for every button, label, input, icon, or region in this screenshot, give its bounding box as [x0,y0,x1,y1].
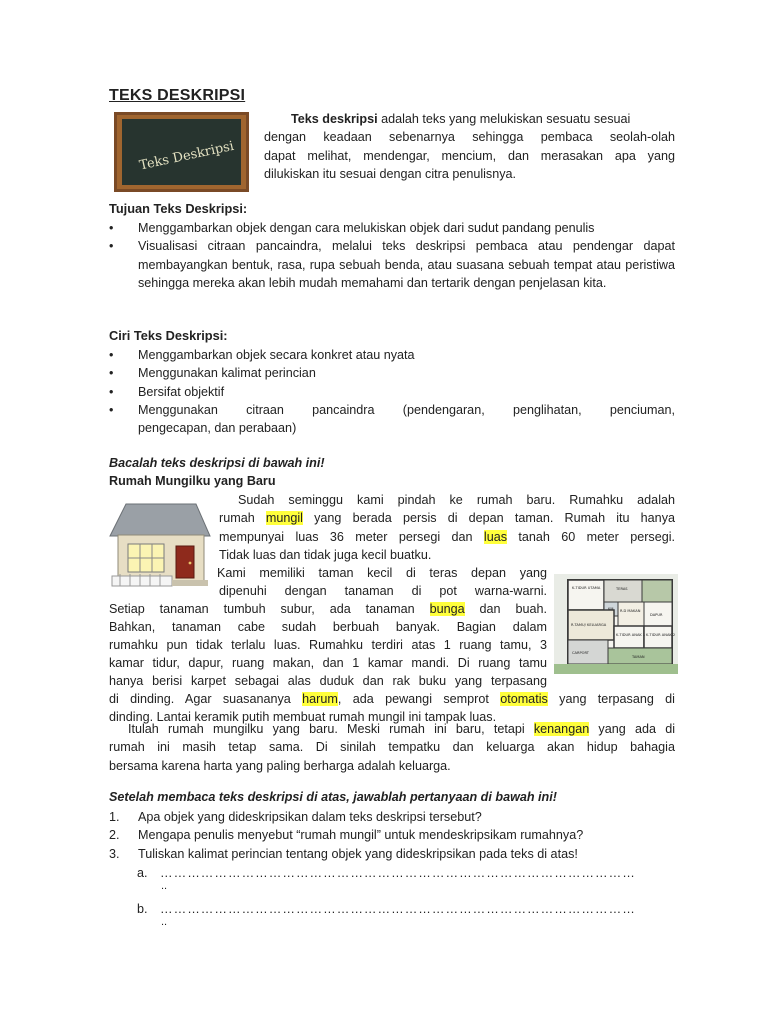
chalkboard-image [114,112,249,192]
story-p2-line-9: dinding. Lantai keramik putih membuat rumah mungil ini tampak luas. [109,710,497,724]
answer-line-a-tail: .. [161,880,168,892]
tujuan-list [109,219,675,292]
floorplan-label: TERAS [616,587,628,591]
ciri-heading: Ciri Teks Deskripsi: [109,328,228,343]
floorplan-label: TAMAN [632,655,645,659]
story-paragraph-3: Itulah rumah mungilku yang baru. Meski rumah ini baru, tetapi kenangan yang ada di rumah ini masih tetap sama. Di sinilah tempatku dan keluarga akan hidup bahagia bersama karena harta yang paling berharga adalah keluarga. [109,722,676,773]
question-item: 1. Apa objek yang dideskripsikan dalam teks deskripsi tersebut? [109,810,482,824]
list-item: • Menggambarkan objek dengan cara melukiskan objek dari sudut pandang penulis [109,219,675,237]
answer-line-b[interactable]: b. …………………………………………………………………………………………… [137,902,636,916]
question-item: 3. Tuliskan kalimat perincian tentang objek yang dideskripsikan pada teks di atas! [109,846,578,861]
questions-list [109,808,675,863]
floorplan-label: DAPUR [650,613,663,617]
story-paragraph-1: Sudah seminggu kami pindah ke rumah baru. Rumahku adalah rumah mungil yang berada persis di depan taman. Rumah itu hanya mempunyai luas 36 meter persegi dan luas tanah 60 meter persegi. Tidak luas dan tidak juga kecil buatku. [219,493,675,562]
list-item: • Bersifat objektif [109,383,675,401]
story-p2-line-8: di dinding. Agar suasananya harum, ada pewangi semprot otomatis yang terpasang di [109,692,675,706]
house-illustration [108,500,212,588]
story-p2-line-6: kamar tidur, dapur, ruang makan, dan 1 kamar mandi. Di ruang tamu [109,656,547,670]
highlight-harum: harum [302,692,338,706]
highlight-kenangan: kenangan [533,722,590,736]
bullet-icon: • [109,221,114,235]
highlight-mungil: mungil [265,511,303,526]
floorplan-label: KM [608,607,614,611]
intro-term: Teks deskripsi [291,112,378,126]
answer-line-b-tail: .. [161,916,168,928]
chalkboard-text: Teks Deskripsi [138,138,236,174]
ciri-item-4-line-1: Menggunakan citraan pancaindra (pendengaran, penglihatan, penciuman, [138,402,675,417]
bullet-icon: • [109,348,114,362]
highlight-otomatis: otomatis [500,692,548,706]
story-p2-line-1: Kami memiliki taman kecil di teras depan yang [217,566,547,580]
intro-line-1: Teks deskripsi adalah teks yang melukiskan sesuatu sesuai [291,112,631,126]
story-p2-line-7: hanya berisi karpet sebagai alas duduk dan rak buku yang terpasang [109,674,547,688]
story-p2-line-4: Bahkan, tanaman cabe sudah berbuah banyak. Bagian dalam [109,620,547,634]
bullet-icon: • [109,384,114,399]
highlight-bunga: bunga [429,602,465,616]
bullet-icon: • [109,402,114,417]
ciri-list [109,346,675,437]
floorplan-label: CARPORT [572,651,589,655]
story-p2-line-3: Setiap tanaman tumbuh subur, ada tanaman bunga dan buah. [109,602,547,616]
story-p2-line-2: dipenuhi dengan tanaman di pot warna-warni. [219,584,547,598]
tujuan-heading: Tujuan Teks Deskripsi: [109,201,248,216]
list-item [109,401,675,438]
list-item: • Menggambarkan objek secara konkret atau nyata [109,346,675,364]
bullet-icon: • [109,239,114,254]
highlight-luas: luas [483,529,508,544]
list-item: • Menggunakan kalimat perincian [109,364,675,382]
page-title: TEKS DESKRIPSI [109,87,246,104]
story-instruction: Bacalah teks deskripsi di bawah ini! [109,456,325,470]
intro-line-2: dengan keadaan sebenarnya sehingga pembaca seolah-olah [264,130,675,145]
intro-line-4: dilukiskan itu sesuai dengan citra penulisnya. [264,166,517,181]
floorplan-label: K.TIDUR ANAK 2 [646,633,676,637]
floorplan-label: R.D MAKAN [620,609,641,613]
floorplan-label: K.TIDUR UTAMA [572,586,601,590]
questions-instruction: Setelah membaca teks deskripsi di atas, jawablah pertanyaan di bawah ini! [109,790,557,804]
answer-line-a[interactable]: a. …………………………………………………………………………………………… [137,866,636,880]
story-p2-line-5: rumahku pun tidak terlalu luas. Rumahku terdiri atas 1 ruang tamu, 3 [109,638,547,652]
floorplan-illustration [554,574,678,674]
intro-paragraph [264,110,675,183]
question-item: 2. Mengapa penulis menyebut “rumah mungil” untuk mendeskripsikam rumahnya? [109,828,584,843]
intro-line-3: dapat melihat, mendengar, mencium, dan merasakan apa yang [264,148,675,163]
floorplan-label: K.TIDUR ANAK 1 [616,633,646,637]
bullet-icon: • [109,366,114,381]
story-title: Rumah Mungilku yang Baru [109,474,276,488]
ciri-item-4-line-2: pengecapan, dan perabaan) [138,421,297,436]
list-item: • Visualisasi citraan pancaindra, melalui teks deskripsi pembaca atau pendengar dapat membayangkan bentuk, rasa, rupa sebuah benda, atau suasana sebuah tempat atau peristiwa sehingga mereka akan lebih mudah memahami dan tertarik dengan penjelasan kita. [109,239,675,290]
floorplan-label: R.TAMU/ KELUARGA [571,623,607,627]
